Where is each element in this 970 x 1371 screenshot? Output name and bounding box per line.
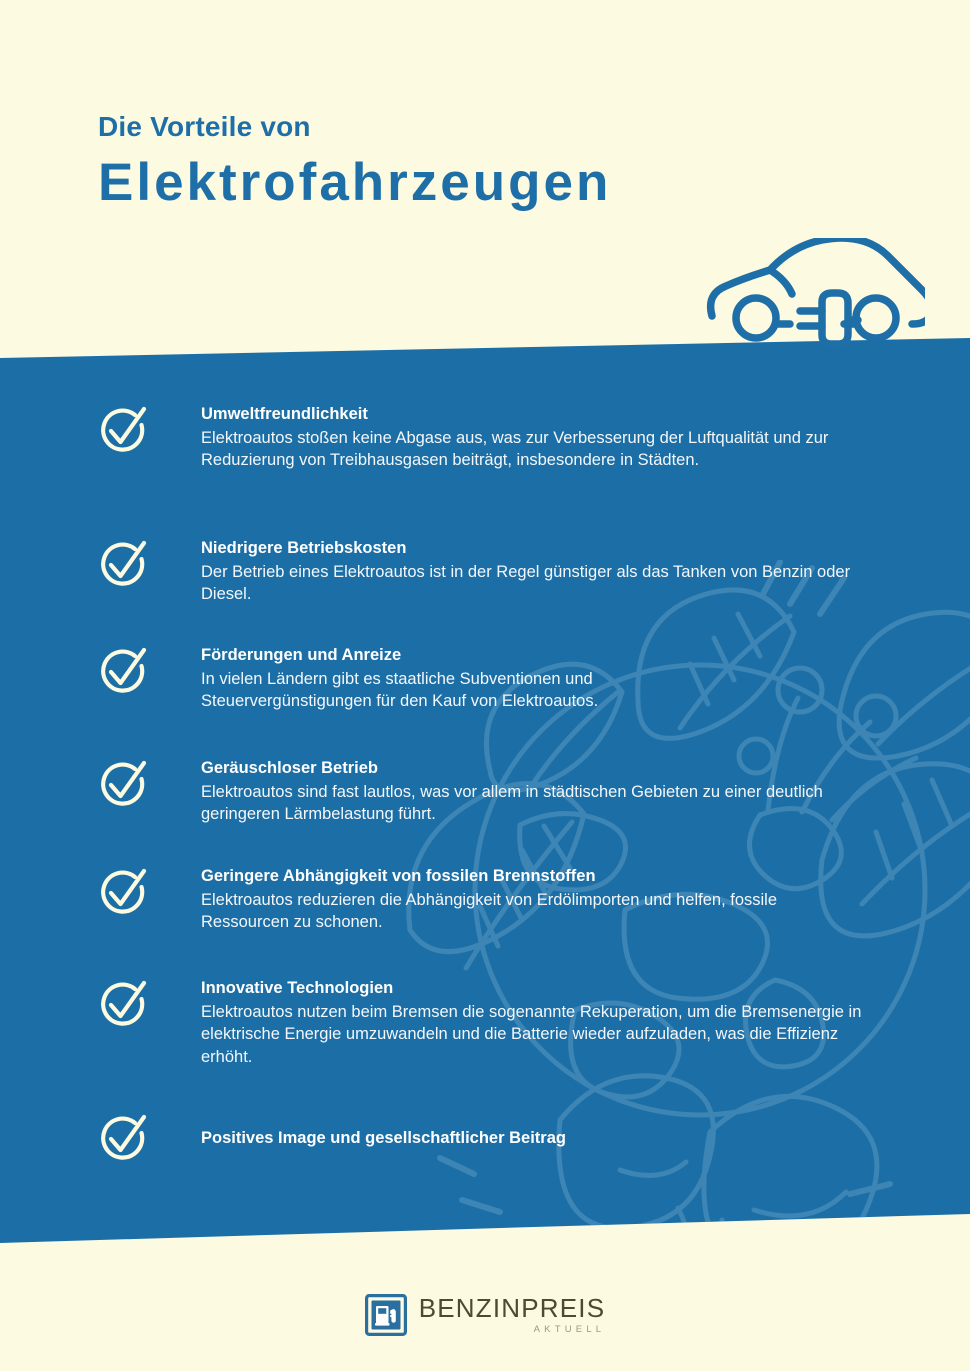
check-circle-icon: [96, 978, 148, 1030]
check-circle-icon: [96, 645, 148, 697]
list-item: [96, 978, 906, 1069]
list-item-text: [201, 866, 906, 934]
check-circle-icon: [96, 538, 148, 590]
brand-name: BENZINPREIS: [418, 1293, 606, 1324]
list-item: [96, 866, 906, 934]
list-item-title: Niedrigere Betriebskosten: [201, 539, 407, 557]
list-item-title: Innovative Technologien: [201, 979, 394, 997]
list-item: [96, 404, 906, 472]
list-item-text: [201, 978, 906, 1069]
list-item-text: [201, 645, 906, 713]
list-item-body: Elektroautos stoßen keine Abgase aus, was zur Verbesserung der Luftqualität und zur Reduzierung von Treibhausgasen beiträgt, insbesondere in Städten.: [201, 428, 829, 470]
list-item-title: Umweltfreundlichkeit: [201, 405, 368, 423]
list-item-text: [201, 1112, 906, 1149]
brand-wordmark: [419, 1295, 606, 1335]
check-circle-icon: [96, 758, 148, 810]
list-item-body: Elektroautos reduzieren die Abhängigkeit von Erdölimporten und helfen, fossile Ressourcen zu schonen.: [201, 890, 778, 932]
list-item: [96, 1112, 906, 1151]
list-item-title: Förderungen und Anreize: [201, 646, 402, 664]
list-item-body: In vielen Ländern gibt es staatliche Subventionen und Steuervergünstigungen für den Kauf von Elektroautos.: [201, 669, 599, 711]
list-item-title: Geräuschloser Betrieb: [201, 759, 378, 777]
list-item-body: Elektroautos nutzen beim Bremsen die sogenannte Rekuperation, um die Bremsenergie in elektrische Energie umzuwandeln und die Batterie wieder aufzuladen, was die Effizienz erhöht.: [201, 1002, 862, 1067]
list-item: [96, 538, 906, 606]
brand-tagline: AKTUELL: [533, 1324, 606, 1336]
header-eyebrow: Die Vorteile von: [98, 111, 311, 142]
list-item-title: Positives Image und gesellschaftlicher Beitrag: [201, 1129, 566, 1147]
page-title: Elektrofahrzeugen: [98, 152, 612, 212]
fuel-pump-icon: [365, 1294, 407, 1336]
list-item: [96, 645, 906, 713]
list-item-text: [201, 758, 906, 826]
poster-footer: [0, 1280, 970, 1350]
brand-logo: [365, 1294, 606, 1336]
list-item-body: Der Betrieb eines Elektroautos ist in der Regel günstiger als das Tanken von Benzin oder Diesel.: [201, 562, 851, 604]
check-circle-icon: [96, 866, 148, 918]
list-item-body: Elektroautos sind fast lautlos, was vor allem in städtischen Gebieten zu einer deutlich geringeren Lärmbelastung führt.: [201, 782, 823, 824]
list-item-title: Geringere Abhängigkeit von fossilen Brennstoffen: [201, 867, 596, 885]
check-circle-icon: [96, 1112, 148, 1164]
list-item: [96, 758, 906, 826]
check-circle-icon: [96, 404, 148, 456]
list-item-text: [201, 538, 906, 606]
list-item-text: [201, 404, 906, 472]
